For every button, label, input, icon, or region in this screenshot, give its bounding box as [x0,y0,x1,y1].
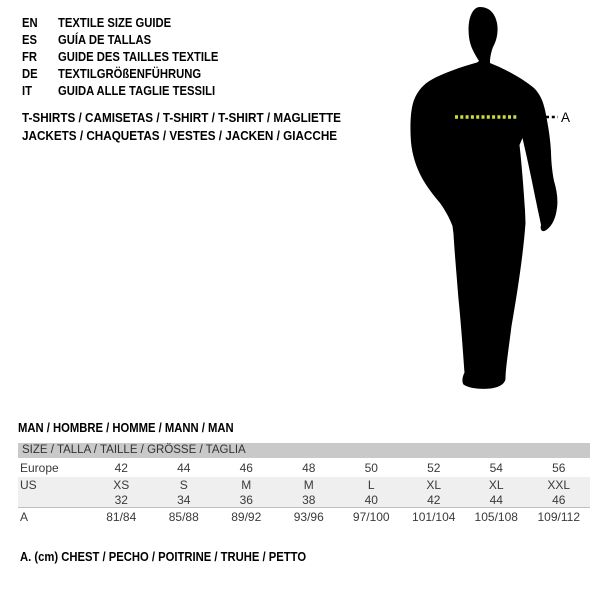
size-cell: 42 [427,492,441,507]
language-code: FR [22,50,38,64]
size-cell: 44 [177,460,191,475]
language-row-it [22,83,218,100]
size-table [18,443,590,525]
category-line-jackets: JACKETS / CHAQUETAS / VESTES / JACKEN / GIACCHE [22,128,338,143]
language-label: GUIDE DES TAILLES TEXTILE [58,50,219,64]
language-list [22,15,218,100]
size-cell: XS [113,477,130,492]
language-label: TEXTILE SIZE GUIDE [58,16,172,30]
size-cell: 46 [552,492,566,507]
language-label: GUÍA DE TALLAS [58,33,152,47]
size-cell: 40 [364,492,378,507]
category-block [22,109,341,145]
size-cell: 93/96 [293,509,324,524]
size-cell: M [241,477,252,492]
size-cell: S [179,477,188,492]
language-row-fr [22,49,218,66]
language-row-de [22,66,218,83]
size-cell: L [367,477,375,492]
size-cell: 46 [239,460,253,475]
size-cell: 97/100 [352,509,390,524]
language-code: DE [22,67,38,81]
table-row-chest-a [18,507,590,525]
size-cell: 44 [489,492,503,507]
language-code: EN [22,16,38,30]
size-cell: 81/84 [106,509,137,524]
language-code: ES [22,33,38,47]
man-figure-diagram [395,0,575,400]
language-code: IT [22,84,32,98]
size-cell: 109/112 [537,509,580,524]
measure-label-a: A [561,110,571,125]
size-cell: XL [426,477,442,492]
size-cell: 56 [552,460,566,475]
size-cell: 85/88 [168,509,199,524]
table-row-us [18,477,590,492]
language-row-es [22,32,218,49]
size-cell: 105/108 [474,509,518,524]
size-cell: 48 [302,460,316,475]
size-cell: 36 [239,492,253,507]
row-label: A [20,509,29,524]
size-cell: M [303,477,314,492]
size-cell: 89/92 [231,509,262,524]
section-title-man: MAN / HOMBRE / HOMME / MANN / MAN [18,421,234,435]
category-line-tshirts: T-SHIRTS / CAMISETAS / T-SHIRT / T-SHIRT / MAGLIETTE [22,110,341,125]
language-label: TEXTILGRÖßENFÜHRUNG [58,67,202,81]
size-cell: XXL [547,477,571,492]
row-label: Europe [20,460,59,475]
size-cell: 32 [114,492,128,507]
table-row-europe [18,458,590,477]
row-label: US [20,477,37,492]
table-row-us-numeric [18,492,590,507]
size-cell: 50 [364,460,378,475]
size-cell: 54 [489,460,503,475]
language-label: GUIDA ALLE TAGLIE TESSILI [58,84,216,98]
size-cell: 52 [427,460,441,475]
size-cell: 38 [302,492,316,507]
size-cell: 101/104 [412,509,456,524]
size-cell: 34 [177,492,191,507]
language-row-en [22,15,218,32]
size-cell: 42 [114,460,128,475]
man-silhouette [410,7,557,389]
measurement-footnote: A. (cm) CHEST / PECHO / POITRINE / TRUHE / PETTO [20,550,307,564]
size-cell: XL [488,477,504,492]
size-table-header: SIZE / TALLA / TAILLE / GRÖSSE / TAGLIA [18,443,590,458]
